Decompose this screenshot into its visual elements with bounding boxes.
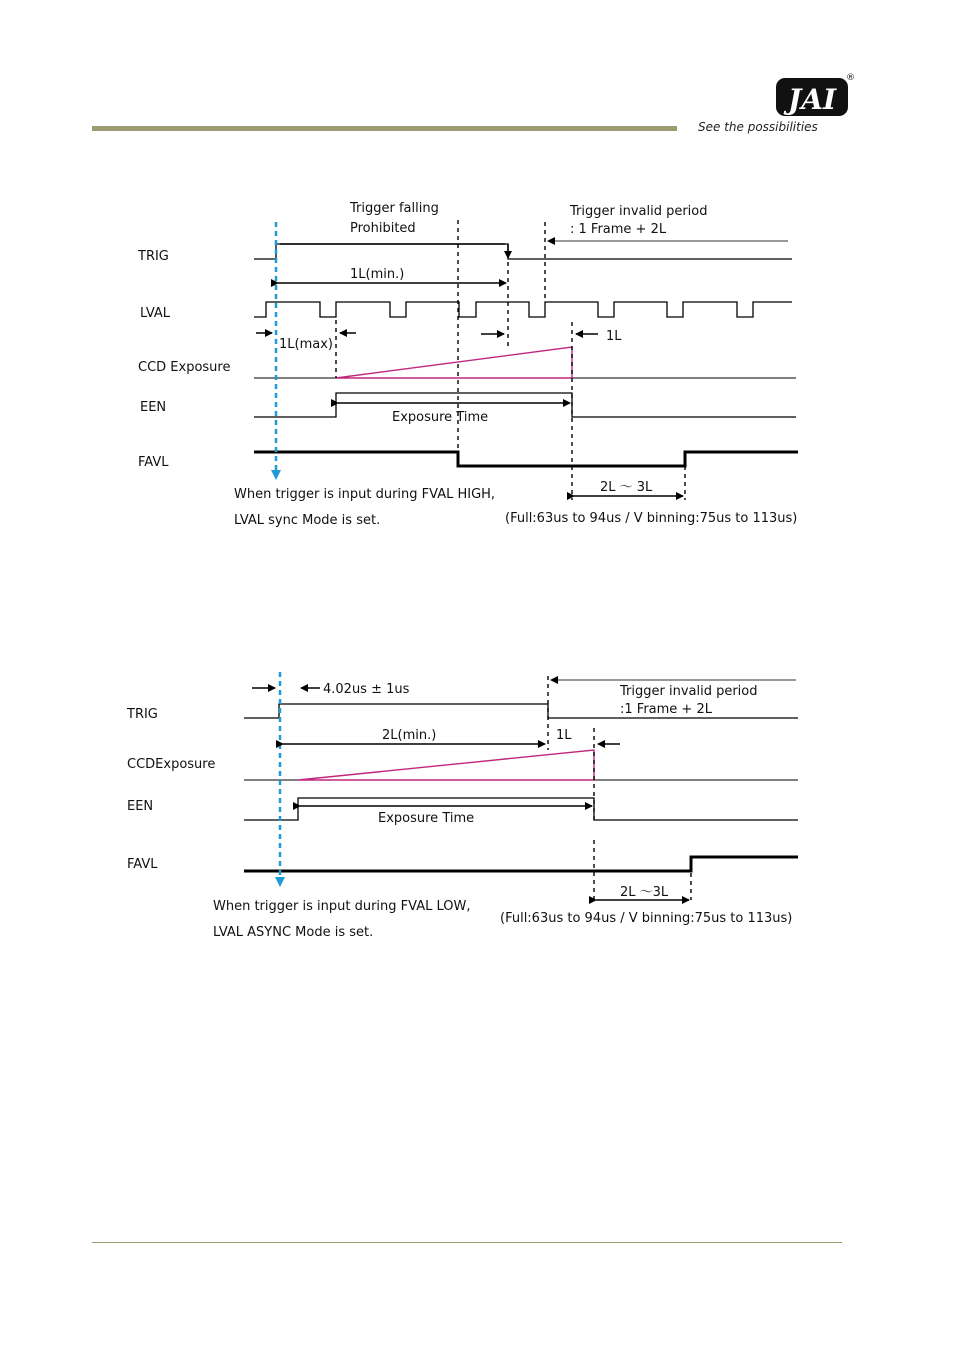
async-note-1: When trigger is input during FVAL LOW, xyxy=(213,899,471,914)
sync-invalid-2: : 1 Frame + 2L xyxy=(570,222,667,237)
async-2l-3l: 2L 〜3L xyxy=(620,885,669,900)
sync-lval-wave xyxy=(254,302,792,317)
sync-1l-min: 1L(min.) xyxy=(350,267,405,282)
sync-lval-label: LVAL xyxy=(140,306,171,321)
async-trig-wave xyxy=(244,704,798,718)
sync-fval-wave xyxy=(254,452,798,466)
async-invalid-1: Trigger invalid period xyxy=(620,684,758,699)
async-exposure-ramp xyxy=(298,750,594,780)
sync-exposure-ramp xyxy=(336,347,572,378)
sync-timing-note: (Full:63us to 94us / V binning:75us to 113us) xyxy=(505,511,798,526)
async-een-label: EEN xyxy=(127,799,154,814)
async-invalid-2: :1 Frame + 2L xyxy=(620,702,712,717)
async-exposure-time: Exposure Time xyxy=(378,811,475,826)
async-2l-min: 2L(min.) xyxy=(382,728,437,743)
timing-diagram-sync xyxy=(0,0,955,560)
sync-trigger-falling-1: Trigger falling xyxy=(350,201,439,216)
sync-1l: 1L xyxy=(606,329,622,344)
sync-een-wave xyxy=(254,393,796,417)
sync-exposure-time: Exposure Time xyxy=(392,410,489,425)
async-ccd-label: CCDExposure xyxy=(127,757,216,772)
tagline: See the possibilities xyxy=(698,120,818,134)
sync-note-2: LVAL sync Mode is set. xyxy=(234,513,381,528)
svg-text:®: ® xyxy=(846,73,855,83)
async-delay: 4.02us ± 1us xyxy=(323,682,410,697)
sync-invalid-1: Trigger invalid period xyxy=(570,204,708,219)
sync-1l-max: 1L(max) xyxy=(279,337,333,352)
async-een-wave xyxy=(244,798,798,820)
logo-text: JAI xyxy=(788,83,837,116)
async-timing-note: (Full:63us to 94us / V binning:75us to 113us) xyxy=(500,911,793,926)
sync-ccd-label: CCD Exposure xyxy=(138,360,231,375)
sync-2l-3l: 2L 〜 3L xyxy=(600,480,653,495)
async-1l: 1L xyxy=(556,728,572,743)
sync-trig-wave xyxy=(254,244,792,259)
timing-diagram-async xyxy=(0,640,955,960)
sync-note-1: When trigger is input during FVAL HIGH, xyxy=(234,487,496,502)
sync-een-label: EEN xyxy=(140,400,167,415)
async-trig-label: TRIG xyxy=(127,707,158,722)
async-note-2: LVAL ASYNC Mode is set. xyxy=(213,925,374,940)
sync-trig-label: TRIG xyxy=(138,249,169,264)
async-fval-label: FAVL xyxy=(127,857,158,872)
sync-fval-label: FAVL xyxy=(138,455,169,470)
sync-trigger-falling-2: Prohibited xyxy=(350,221,416,236)
footer-rule xyxy=(92,1242,842,1243)
async-fval-wave xyxy=(244,857,798,871)
